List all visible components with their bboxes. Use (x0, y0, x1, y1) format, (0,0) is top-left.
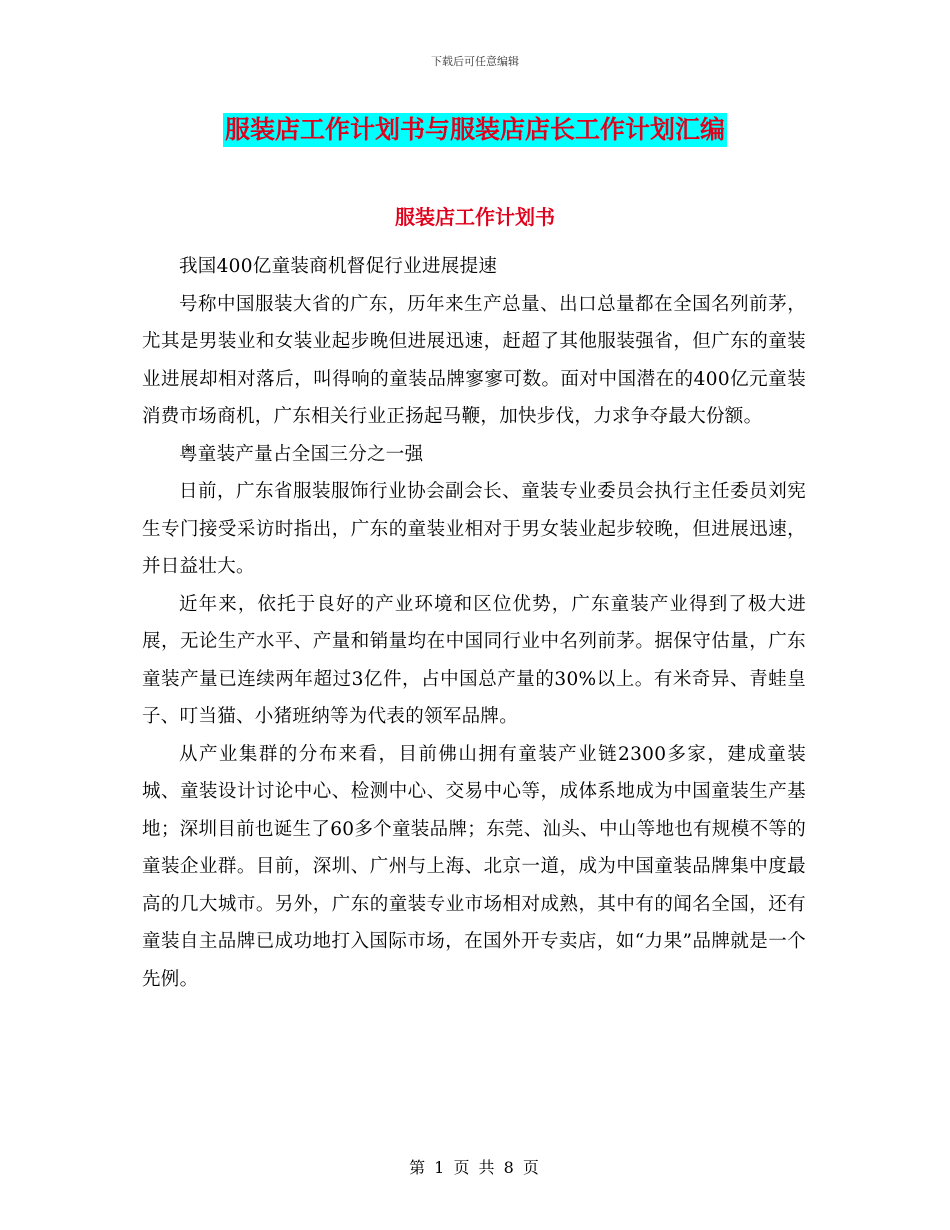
paragraph: 近年来，依托于良好的产业环境和区位优势，广东童装产业得到了极大进展，无论生产水平、产量和销量均在中国同行业中名列前茅。据保守估量，广东童装产量已连续两年超过3亿件，占中国总产量的30%以上。有米奇异、青蛙皇子、叮当猫、小猪班纳等为代表的领军品牌。 (142, 593, 806, 727)
paragraph: 从产业集群的分布来看，目前佛山拥有童装产业链2300多家，建成童装城、童装设计讨论中心、检测中心、交易中心等，成体系地成为中国童装生产基地；深圳目前也诞生了60多个童装品牌；东莞、汕头、中山等地也有规模不等的童装企业群。目前，深圳、广州与上海、北京一道，成为中国童装品牌集中度最高的几大城市。另外，广东的童装专业市场相对成熟，其中有的闻名全国，还有童装自主品牌已成功地打入国际市场，在国外开专卖店，如“力果”品牌就是一个先例。 (142, 743, 806, 990)
paragraph: 号称中国服装大省的广东，历年来生产总量、出口总量都在全国名列前茅，尤其是男装业和女装业起步晚但进展迅速，赶超了其他服装强省，但广东的童装业进展却相对落后，叫得响的童装品牌寥寥可数。面对中国潜在的400亿元童装消费市场商机，广东相关行业正扬起马鞭，加快步伐，力求争夺最大份额。 (142, 293, 806, 427)
page-footer: 第 1 页 共 8 页 (409, 1158, 541, 1177)
main-title: 服装店工作计划书与服装店店长工作计划汇编 (223, 113, 727, 147)
paragraph-heading-1: 我国400亿童装商机督促行业进展提速 (179, 256, 498, 277)
paragraph-heading-2: 粤童装产量占全国三分之一强 (179, 443, 424, 465)
header-note: 下载后可任意编辑 (431, 55, 519, 68)
paragraph: 日前，广东省服装服饰行业协会副会长、童装专业委员会执行主任委员刘宪生专门接受采访时指出，广东的童装业相对于男女装业起步较晚，但进展迅速，并日益壮大。 (142, 481, 806, 577)
document-body (142, 248, 806, 998)
section-title: 服装店工作计划书 (395, 205, 555, 229)
main-title-container (0, 113, 950, 147)
